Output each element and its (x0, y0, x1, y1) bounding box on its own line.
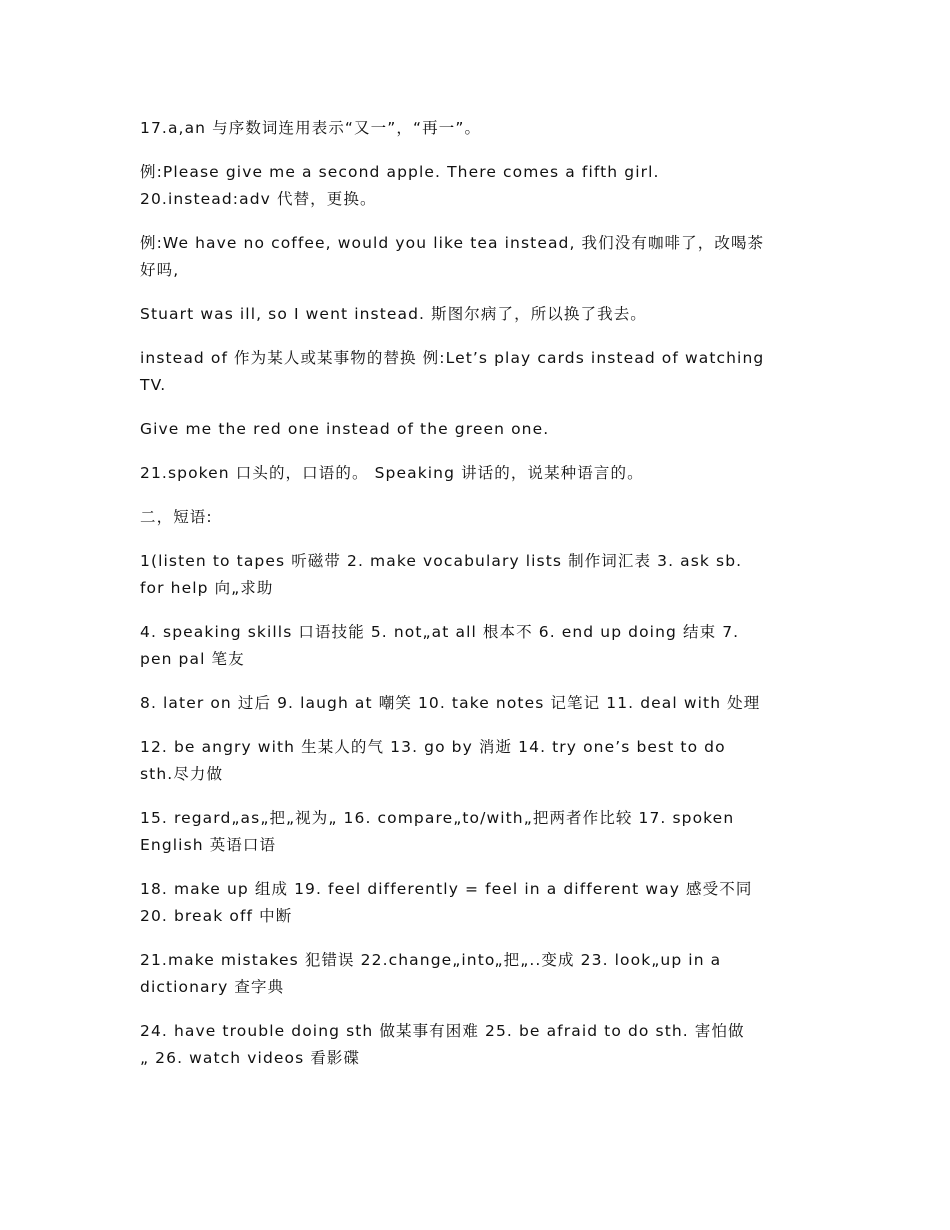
paragraph-example-red-one (140, 416, 810, 443)
phrase-list-item (140, 876, 810, 930)
section-heading-phrases (140, 504, 810, 531)
paragraph-example-coffee (140, 230, 810, 284)
text-line: 12. be angry with 生某人的气 13. go by 消逝 14. try one’s best to do (140, 738, 726, 756)
text-line: 1(listen to tapes 听磁带 2. make vocabulary lists 制作词汇表 3. ask sb. (140, 552, 743, 570)
text-line: 4. speaking skills 口语技能 5. not„at all 根本不 6. end up doing 结束 7. (140, 623, 740, 641)
paragraph-example-second-apple (140, 159, 810, 213)
text-line: 例:Please give me a second apple. There comes a fifth girl. (140, 163, 660, 181)
text-line: English 英语口语 (140, 836, 277, 854)
paragraph-note-17 (140, 115, 810, 142)
phrase-list-item (140, 947, 810, 1001)
text-line: 好吗, (140, 261, 180, 279)
paragraph-note-21 (140, 460, 810, 487)
paragraph-example-stuart (140, 301, 810, 328)
phrase-list-item (140, 734, 810, 788)
text-line: Stuart was ill, so I went instead. 斯图尔病了，所以换了我去。 (140, 305, 647, 323)
document-body (140, 115, 810, 1072)
text-line: for help 向„求助 (140, 579, 274, 597)
text-line: 15. regard„as„把„视为„ 16. compare„to/with„把两者作比较 17. spoken (140, 809, 735, 827)
phrase-list-item (140, 1018, 810, 1072)
text-line: sth.尽力做 (140, 765, 224, 783)
text-line: dictionary 查字典 (140, 978, 285, 996)
phrase-list-item (140, 690, 810, 717)
text-line: „ 26. watch videos 看影碟 (140, 1049, 361, 1067)
phrase-list-item (140, 805, 810, 859)
text-line: Give me the red one instead of the green one. (140, 420, 550, 438)
text-line: TV. (140, 376, 167, 394)
text-line: 24. have trouble doing sth 做某事有困难 25. be afraid to do sth. 害怕做 (140, 1022, 745, 1040)
phrase-list-item (140, 619, 810, 673)
text-line: 18. make up 组成 19. feel differently = feel in a different way 感受不同 (140, 880, 753, 898)
text-line: pen pal 笔友 (140, 650, 245, 668)
text-line: 20. break off 中断 (140, 907, 293, 925)
text-line: 21.make mistakes 犯错误 22.change„into„把„..变成 23. look„up in a (140, 951, 722, 969)
text-line: 17.a,an 与序数词连用表示“又一”，“再一”。 (140, 119, 482, 137)
text-line: 8. later on 过后 9. laugh at 嘲笑 10. take notes 记笔记 11. deal with 处理 (140, 694, 761, 712)
paragraph-instead-of (140, 345, 810, 399)
text-line: 21.spoken 口头的，口语的。 Speaking 讲话的，说某种语言的。 (140, 464, 644, 482)
text-line: 例:We have no coffee, would you like tea instead, 我们没有咖啡了，改喝茶 (140, 234, 765, 252)
text-line: 二，短语: (140, 508, 213, 526)
text-line: 20.instead:adv 代替，更换。 (140, 190, 377, 208)
phrase-list-item (140, 548, 810, 602)
text-line: instead of 作为某人或某事物的替换 例:Let’s play cards instead of watching (140, 349, 765, 367)
